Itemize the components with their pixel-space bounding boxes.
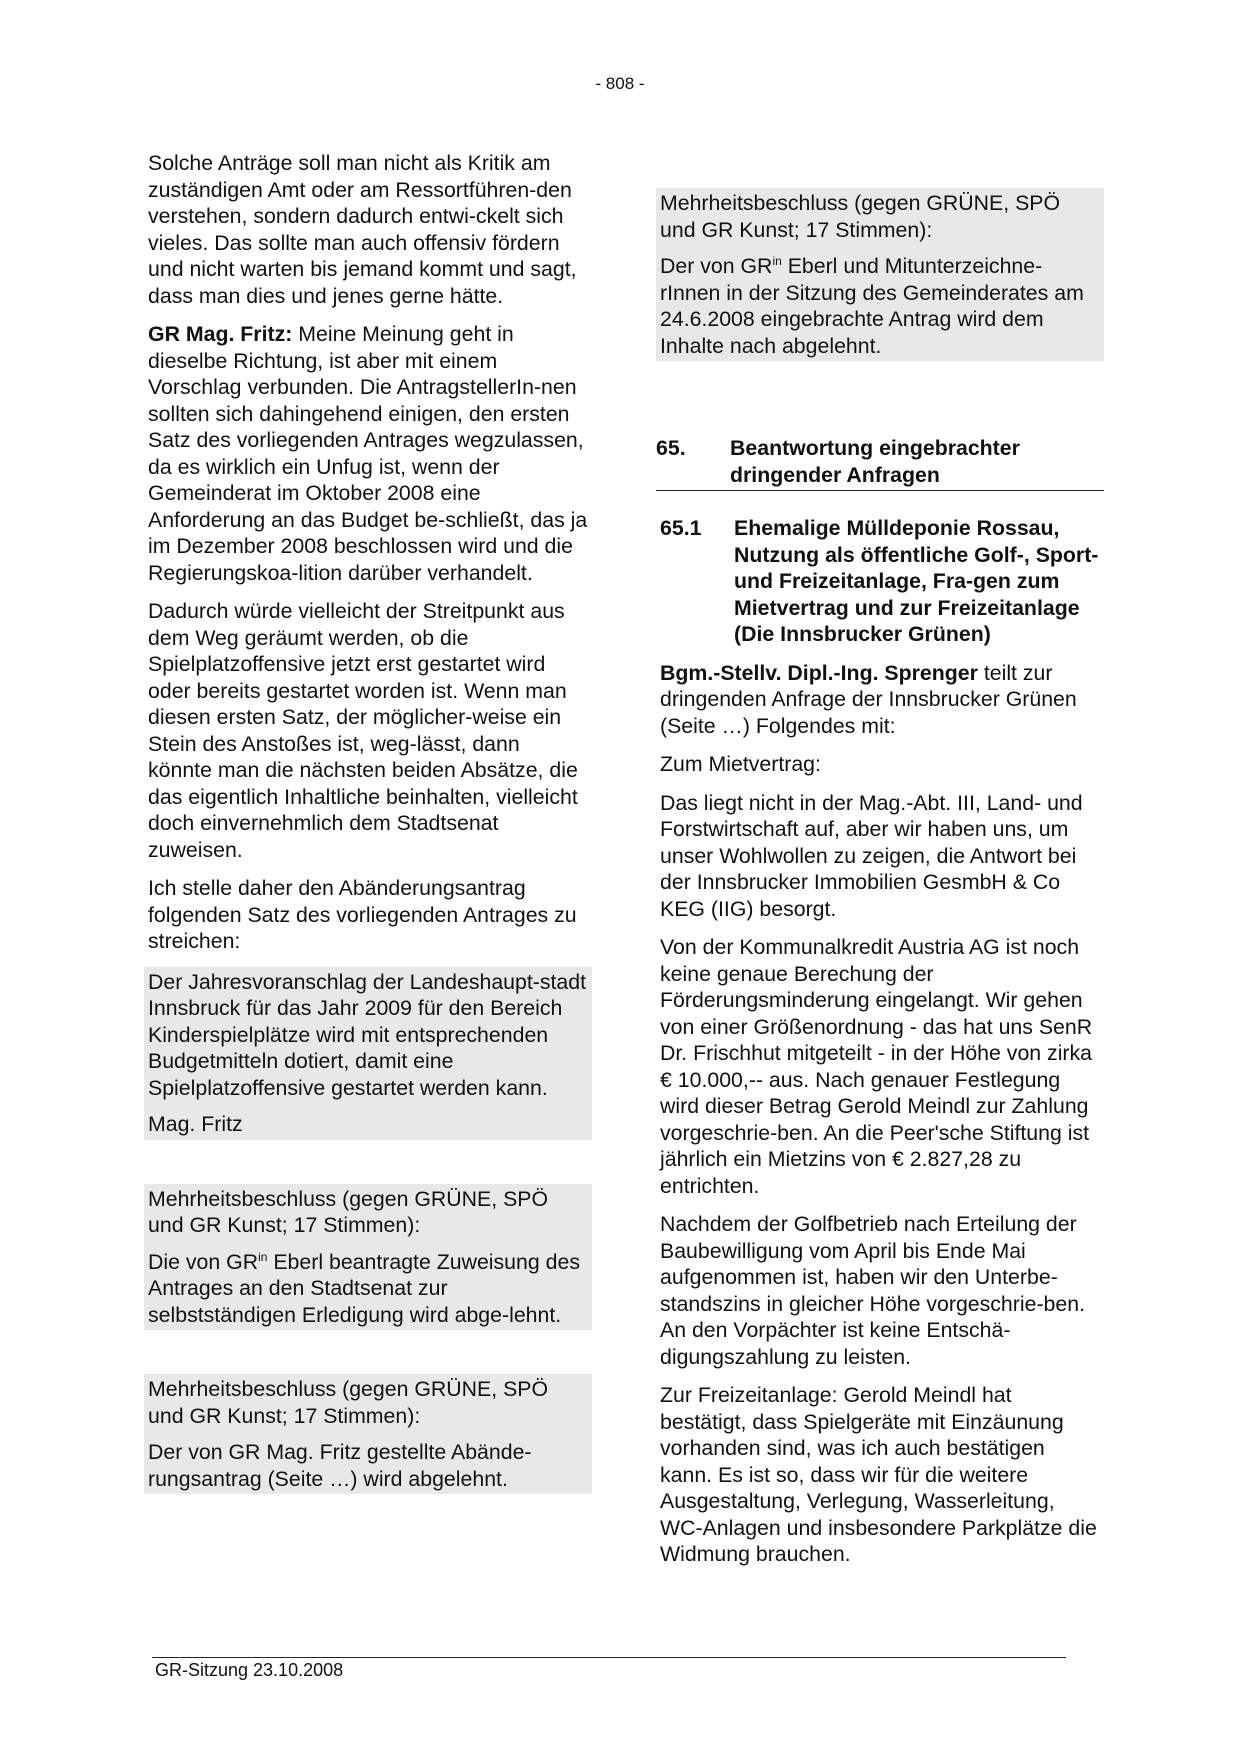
section-heading-65 [656,435,1104,491]
speaker-name: Bgm.-Stellv. Dipl.-Ing. Sprenger [660,660,978,685]
paragraph-speaker-sprenger [660,660,1100,740]
resolution-text: Der von $GR^{in}$ Eberl und Mitunterzeichne-rInnen in der Sitzung des Gemeinderates am 24.6.2008 eingebrachte Antrag wird dem Inhalte nach abgelehnt. [660,253,1084,358]
footer-text: GR-Sitzung 23.10.2008 [155,1660,344,1680]
paragraph-speaker-fritz [148,321,588,586]
section-number: 65. [656,436,686,460]
section-title: Beantwortung eingebrachter dringender Anfragen [730,436,1020,487]
speech-text: teilt zur dringenden Anfrage der Innsbrucker Grünen (Seite …) Folgendes mit: [660,660,1077,738]
paragraph: Nachdem der Golfbetrieb nach Erteilung der Baubewilligung vom April bis Ende Mai aufgenommen ist, haben wir den Unterbe-standszins in gleicher Höhe vorgeschrie-ben. An den Vorpächter ist keine Entschä-digungszahlung zu leisten. [660,1212,1085,1369]
resolution-box [144,1184,592,1331]
paragraph: Zum Mietvertrag: [660,752,821,776]
paragraph: Zur Freizeitanlage: Gerold Meindl hat bestätigt, dass Spielgeräte mit Einzäunung vorhanden sind, was ich auch bestätigen kann. Es ist so, dass wir für die weitere Ausgestaltung, Verlegung, Wasserleitung, WC-Anlagen und insbesondere Parkplätze die Widmung brauchen. [660,1383,1097,1566]
resolution-box [144,1374,592,1494]
page-number: - 808 - [595,74,645,93]
speaker-name: GR Mag. Fritz: [148,322,293,346]
resolution-box [656,188,1104,361]
motion-signature: Mag. Fritz [148,1112,243,1136]
section-number: 65.1 [660,516,702,540]
vote-result: Mehrheitsbeschluss (gegen GRÜNE, SPÖ und GR Kunst; 17 Stimmen): [660,191,1061,242]
resolution-text: Die von $GR^{in}$ Eberl beantragte Zuweisung des Antrages an den Stadtsenat zur selbstständigen Erledigung wird abge-lehnt. [148,1249,580,1327]
left-column [148,150,588,1494]
section-heading-65-1 [660,515,1100,648]
paragraph: Dadurch würde vielleicht der Streitpunkt aus dem Weg geräumt werden, ob die Spielplatzoffensive jetzt erst gestartet wird oder bereits gestartet worden ist. Wenn man diesen ersten Satz, der möglicher-weise ein Stein des Anstoßes ist, weg-lässt, dann könnte man die nächsten beiden Absätze, die das eigentlich Inhaltliche beinhalten, vielleicht doch einvernehmlich dem Stadtsenat zuweisen. [148,599,578,862]
vote-result: Mehrheitsbeschluss (gegen GRÜNE, SPÖ und GR Kunst; 17 Stimmen): [148,1186,549,1237]
vote-result: Mehrheitsbeschluss (gegen GRÜNE, SPÖ und GR Kunst; 17 Stimmen): [148,1377,549,1428]
paragraph: Ich stelle daher den Abänderungsantrag folgenden Satz des vorliegenden Antrages zu streichen: [148,876,577,953]
paragraph: Solche Anträge soll man nicht als Kritik am zuständigen Amt oder am Ressortführen-den verstehen, sondern dadurch entwi-ckelt sich vieles. Das sollte man auch offensiv fördern und nicht warten bis jemand kommt und sagt, dass man dies und jenes gerne hätte. [148,151,577,308]
motion-text: Der Jahresvoranschlag der Landeshaupt-stadt Innsbruck für das Jahr 2009 für den Bereich Kinderspielplätze wird mit entsprechenden Budgetmitteln dotiert, damit eine Spielplatzoffensive gestartet werden kann. [148,969,587,1100]
motion-quote-box [144,967,592,1140]
speech-text: Meine Meinung geht in dieselbe Richtung, ist aber mit einem Vorschlag verbunden. Die AntragstellerIn-nen sollten sich dahingehend einigen, den ersten Satz des vorliegenden Antrages wegzulassen, da es wirklich ein Unfug ist, wenn der Gemeinderat im Oktober 2008 eine Anforderung an das Budget be-schließt, das ja im Dezember 2008 beschlossen wird und die Regierungskoa-lition darüber verhandelt. [148,322,588,585]
paragraph: Von der Kommunalkredit Austria AG ist noch keine genaue Berechung der Förderungsminderung eingelangt. Wir gehen von einer Größenordnung - das hat uns SenR Dr. Frischhut mitgeteilt - in der Höhe von zirka € 10.000,-- aus. Nach genauer Festlegung wird dieser Betrag Gerold Meindl zur Zahlung vorgeschrie-ben. An die Peer'sche Stiftung ist jährlich ein Mietzins von € 2.827,28 zu entrichten. [660,935,1093,1198]
right-column [656,188,1100,1580]
paragraph: Das liegt nicht in der Mag.-Abt. III, Land- und Forstwirtschaft auf, aber wir haben uns, um unser Wohlwollen zu zeigen, die Antwort bei der Innsbrucker Immobilien GesmbH & Co KEG (IIG) besorgt. [660,790,1083,921]
section-title: Ehemalige Mülldeponie Rossau, Nutzung als öffentliche Golf-, Sport- und Freizeitanlage, Fra-gen zum Mietvertrag und zur Freizeitanlage (Die Innsbrucker Grünen) [734,516,1099,646]
resolution-text: Der von GR Mag. Fritz gestellte Abände-rungsantrag (Seite …) wird abgelehnt. [148,1440,532,1491]
footer-divider [152,1657,1066,1658]
